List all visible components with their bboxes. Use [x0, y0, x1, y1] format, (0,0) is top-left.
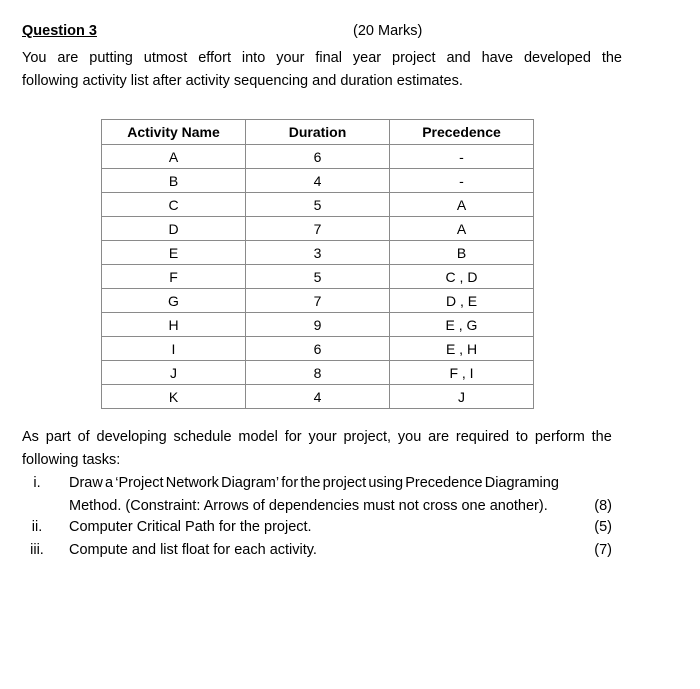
tasks-intro-line-2: following tasks:: [22, 452, 121, 468]
duration-cell: 6: [246, 337, 390, 361]
task-text-line-1: [69, 472, 559, 495]
task-text: Computer Critical Path for the project.: [69, 519, 312, 535]
word: are: [428, 429, 450, 445]
word: final: [315, 50, 342, 66]
duration-cell: 9: [246, 313, 390, 337]
table-row: [102, 265, 534, 289]
task-marks: (7): [594, 542, 612, 558]
duration-cell: 8: [246, 361, 390, 385]
word: to: [515, 429, 529, 445]
word: Draw: [69, 475, 103, 491]
precedence-cell: A: [390, 193, 534, 217]
task-text: Compute and list float for each activity.: [69, 542, 317, 558]
header-activity-name: Activity Name: [102, 120, 246, 145]
activity-table: [101, 119, 534, 409]
precedence-cell: C , D: [390, 265, 534, 289]
word: project: [322, 475, 367, 491]
activity-name-cell: J: [102, 361, 246, 385]
word: effort: [198, 50, 231, 66]
activity-name-cell: E: [102, 241, 246, 265]
table-row: [102, 145, 534, 169]
word: Precedence: [405, 475, 483, 491]
word: you: [397, 429, 422, 445]
word: a: [105, 475, 114, 491]
word: the: [591, 429, 612, 445]
word: perform: [534, 429, 585, 445]
word: utmost: [143, 50, 188, 66]
word: developing: [96, 429, 167, 445]
word: year: [352, 50, 382, 66]
precedence-cell: -: [390, 145, 534, 169]
task-text-line-2: Method. (Constraint: Arrows of dependencies must not cross one another).: [69, 498, 548, 514]
word: using: [368, 475, 404, 491]
question-intro: [22, 47, 622, 93]
word: and: [446, 50, 471, 66]
table-row: [102, 241, 534, 265]
task-text: [69, 472, 559, 518]
table-header-row: [102, 120, 534, 145]
word: your: [308, 429, 337, 445]
duration-cell: 3: [246, 241, 390, 265]
activity-name-cell: K: [102, 385, 246, 409]
duration-cell: 7: [246, 289, 390, 313]
word: putting: [89, 50, 133, 66]
tasks-intro-line-1: [22, 426, 612, 449]
table-row: [102, 313, 534, 337]
word: part: [45, 429, 71, 445]
duration-cell: 7: [246, 217, 390, 241]
task-marks: (8): [594, 498, 612, 514]
word: Diagraming: [484, 475, 559, 491]
precedence-cell: A: [390, 217, 534, 241]
word: the: [300, 475, 321, 491]
word: model: [238, 429, 278, 445]
header-precedence: Precedence: [390, 120, 534, 145]
precedence-cell: J: [390, 385, 534, 409]
intro-line-1: [22, 47, 622, 70]
header-duration: Duration: [246, 120, 390, 145]
activity-name-cell: C: [102, 193, 246, 217]
activity-name-cell: F: [102, 265, 246, 289]
word: You: [22, 50, 47, 66]
table-row: [102, 337, 534, 361]
precedence-cell: D , E: [390, 289, 534, 313]
activity-name-cell: D: [102, 217, 246, 241]
activity-name-cell: B: [102, 169, 246, 193]
word: have: [481, 50, 514, 66]
word: ‘Project: [115, 475, 164, 491]
activity-name-cell: H: [102, 313, 246, 337]
table-row: [102, 193, 534, 217]
intro-line-2: following activity list after activity sequencing and duration estimates.: [22, 73, 463, 89]
tasks-intro: [22, 426, 612, 472]
duration-cell: 4: [246, 169, 390, 193]
word: are: [57, 50, 79, 66]
precedence-cell: -: [390, 169, 534, 193]
duration-cell: 5: [246, 193, 390, 217]
precedence-cell: F , I: [390, 361, 534, 385]
word: for: [281, 475, 299, 491]
word: As: [22, 429, 39, 445]
word: for: [284, 429, 302, 445]
word: your: [276, 50, 305, 66]
duration-cell: 6: [246, 145, 390, 169]
question-marks: (20 Marks): [353, 23, 423, 39]
precedence-cell: E , H: [390, 337, 534, 361]
word: Network: [165, 475, 219, 491]
table-row: [102, 169, 534, 193]
activity-name-cell: A: [102, 145, 246, 169]
precedence-cell: E , G: [390, 313, 534, 337]
word: Diagram’: [221, 475, 280, 491]
duration-cell: 5: [246, 265, 390, 289]
table-row: [102, 385, 534, 409]
word: required: [455, 429, 510, 445]
word: schedule: [173, 429, 232, 445]
table-row: [102, 361, 534, 385]
table-row: [102, 289, 534, 313]
task-number: iii.: [30, 542, 44, 558]
activity-name-cell: I: [102, 337, 246, 361]
table-row: [102, 217, 534, 241]
word: the: [601, 50, 622, 66]
word: project: [392, 50, 436, 66]
word: of: [77, 429, 90, 445]
question-title: Question 3: [22, 23, 97, 39]
activity-name-cell: G: [102, 289, 246, 313]
precedence-cell: B: [390, 241, 534, 265]
duration-cell: 4: [246, 385, 390, 409]
word: into: [241, 50, 266, 66]
word: project,: [343, 429, 392, 445]
task-number: i.: [33, 475, 41, 491]
task-marks: (5): [594, 519, 612, 535]
word: developed: [523, 50, 591, 66]
task-number: ii.: [31, 519, 43, 535]
